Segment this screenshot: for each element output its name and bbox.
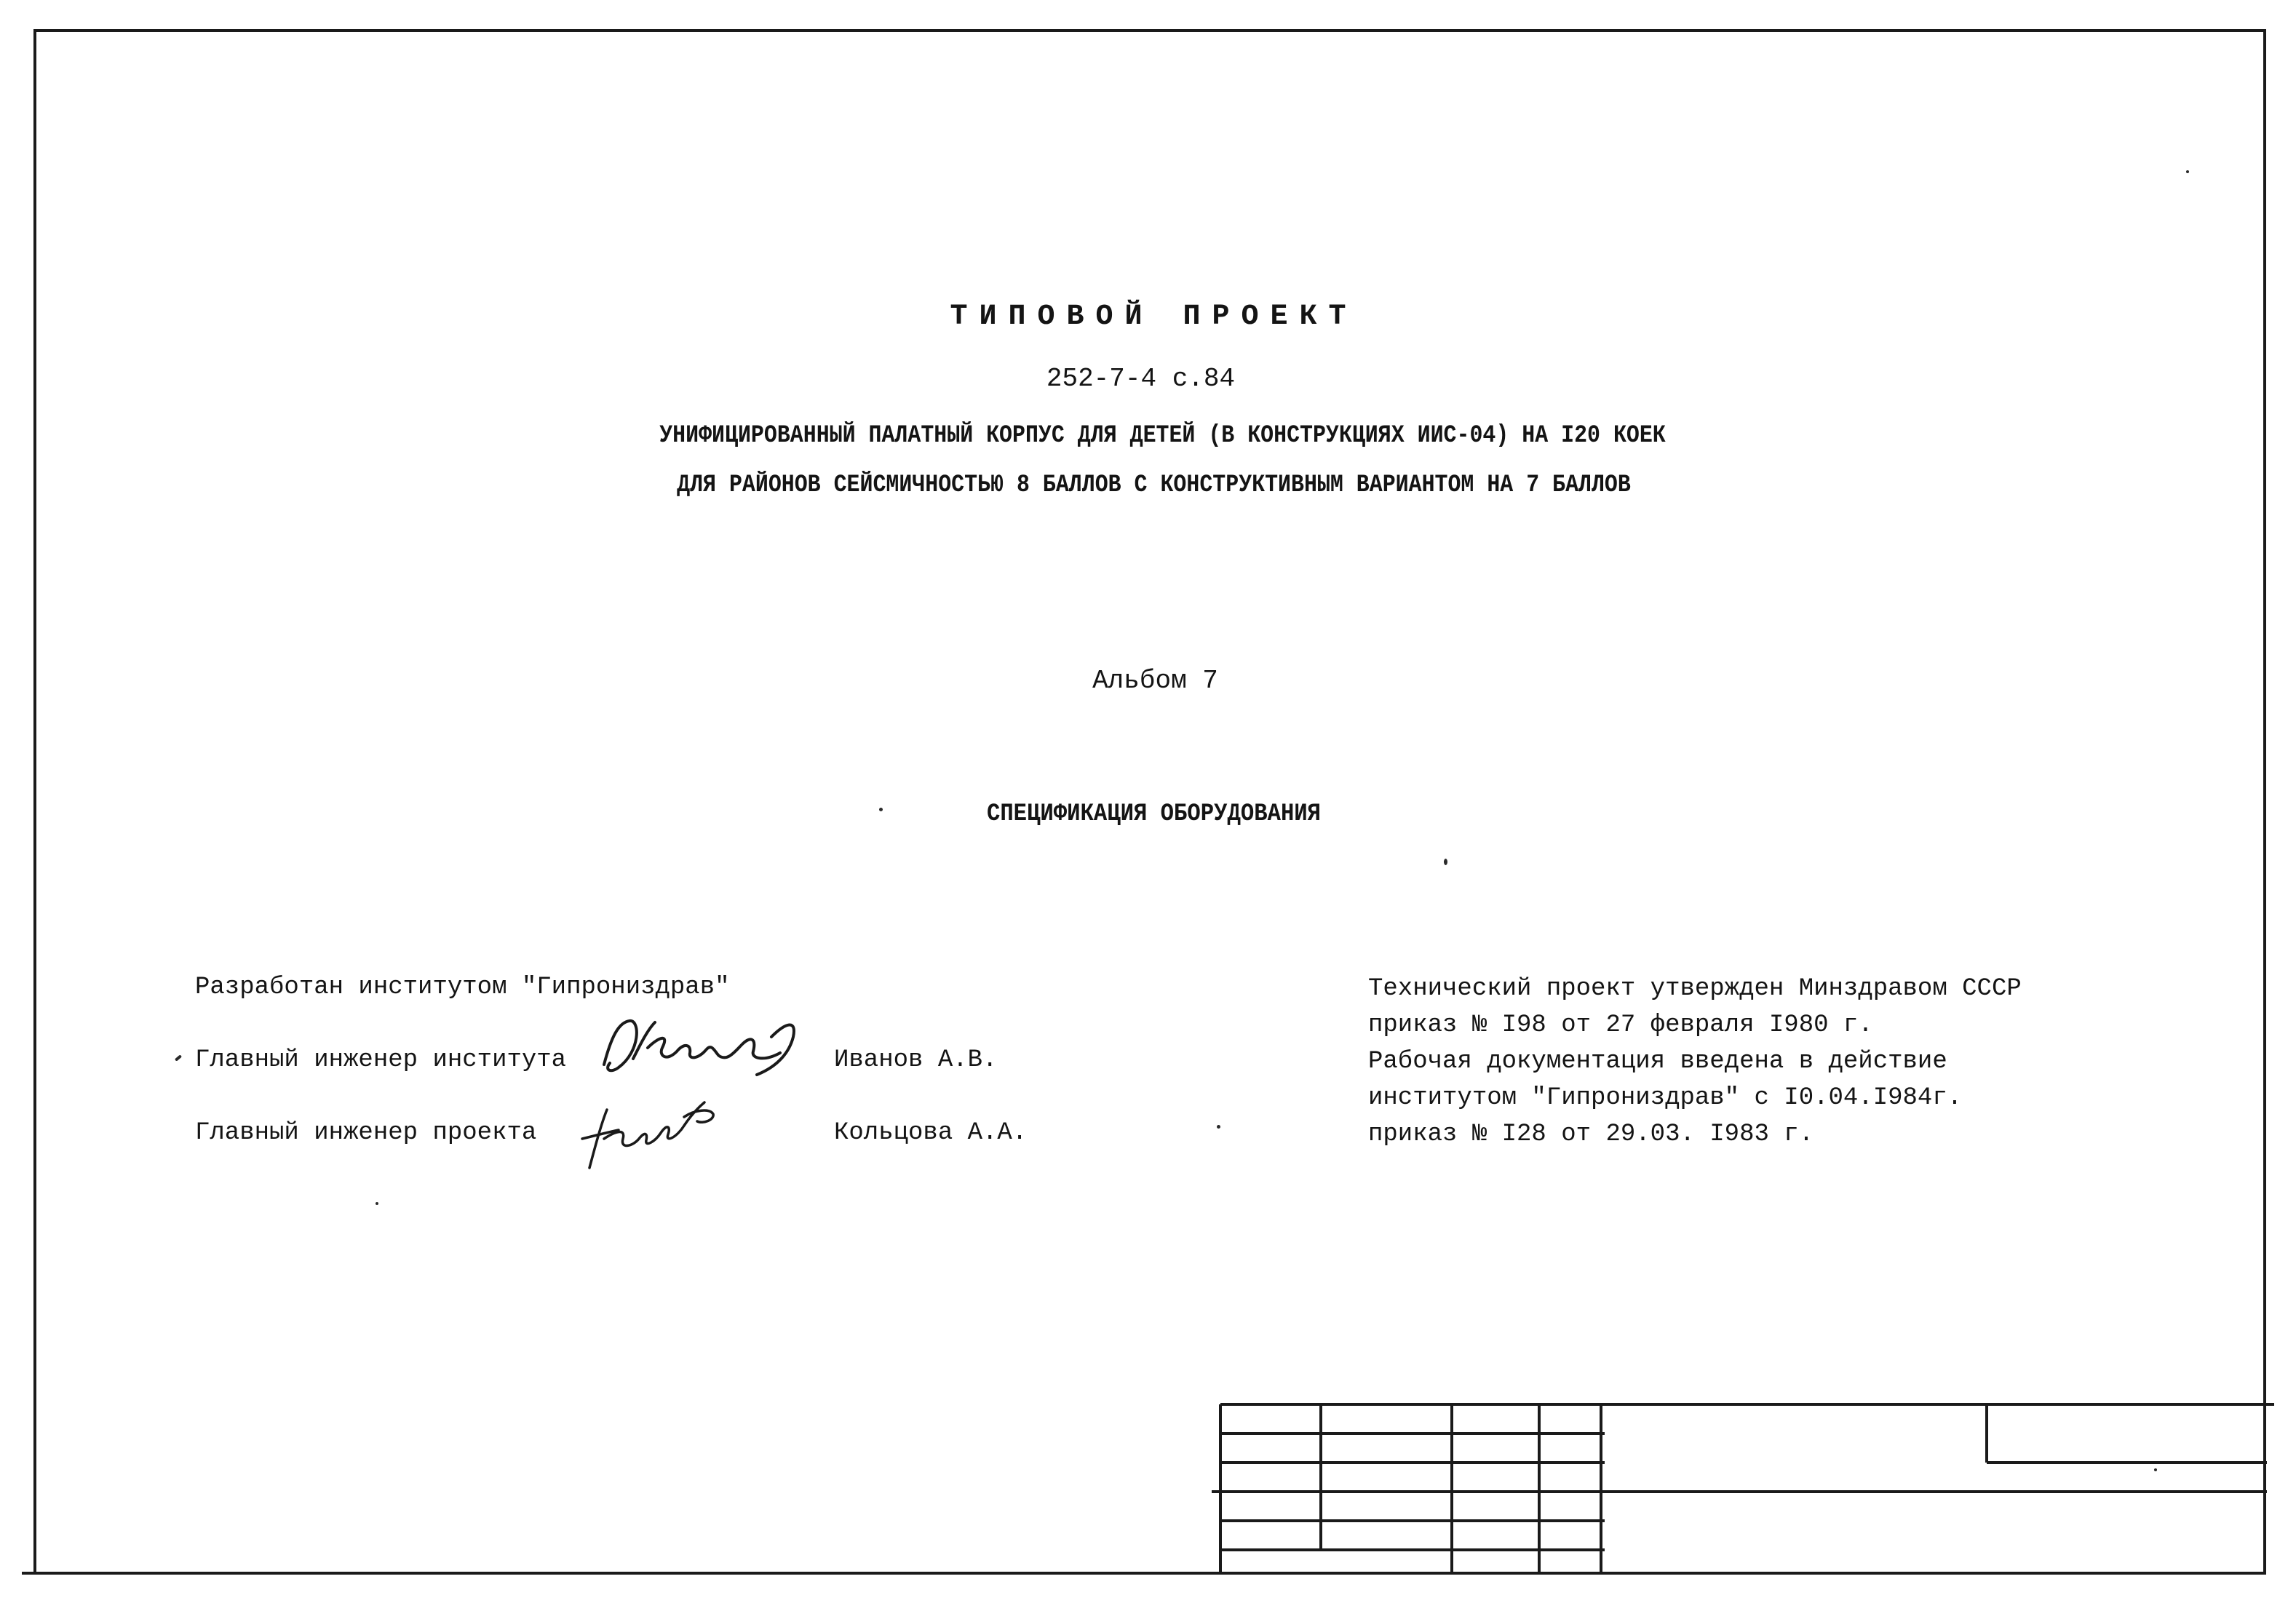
- title-block-stamp: [1212, 1397, 2274, 1579]
- scan-speck: [376, 1202, 378, 1205]
- frame-tick-mark: [22, 1572, 47, 1575]
- approval-line-1: Технический проект утвержден Минздравом СССР: [1368, 975, 2022, 1003]
- album-label: Альбом 7: [1092, 666, 1218, 696]
- project-title-line-2: ДЛЯ РАЙОНОВ СЕЙСМИЧНОСТЬЮ 8 БАЛЛОВ С КОНСТРУКТИВНЫМ ВАРИАНТОМ НА 7 БАЛЛОВ: [677, 472, 1631, 499]
- signature-ivanov: [589, 1008, 808, 1088]
- chief-engineer-institute-name: Иванов А.В.: [834, 1046, 998, 1074]
- project-code: 252-7-4 с.84: [1046, 364, 1236, 394]
- signature-koltsova: [575, 1088, 720, 1182]
- approval-line-2: приказ № I98 от 27 февраля I980 г.: [1368, 1011, 1873, 1039]
- approval-line-5: приказ № I28 от 29.03. I983 г.: [1368, 1121, 1814, 1148]
- section-title: СПЕЦИФИКАЦИЯ ОБОРУДОВАНИЯ: [986, 800, 1322, 828]
- developed-by: Разработан институтом "Гипрониздрав": [195, 974, 730, 1001]
- scan-speck: [1444, 859, 1447, 865]
- scan-speck: [2154, 1468, 2157, 1471]
- scan-speck: [2186, 170, 2189, 173]
- project-title-line-1: УНИФИЦИРОВАННЫЙ ПАЛАТНЫЙ КОРПУС ДЛЯ ДЕТЕЙ (В КОНСТРУКЦИЯХ ИИС-04) НА I20 КОЕК: [659, 422, 1666, 450]
- scan-speck: [1217, 1125, 1220, 1129]
- chief-engineer-project-name: Кольцова А.А.: [834, 1119, 1028, 1147]
- project-type-heading: ТИПОВОЙ ПРОЕКТ: [950, 301, 1358, 333]
- approval-line-4: институтом "Гипрониздрав" с I0.04.I984г.: [1368, 1084, 1963, 1112]
- scan-speck: [879, 808, 883, 811]
- chief-engineer-institute-label: Главный инженер института: [195, 1046, 567, 1074]
- approval-line-3: Рабочая документация введена в действие: [1368, 1048, 1947, 1075]
- chief-engineer-project-label: Главный инженер проекта: [195, 1119, 537, 1147]
